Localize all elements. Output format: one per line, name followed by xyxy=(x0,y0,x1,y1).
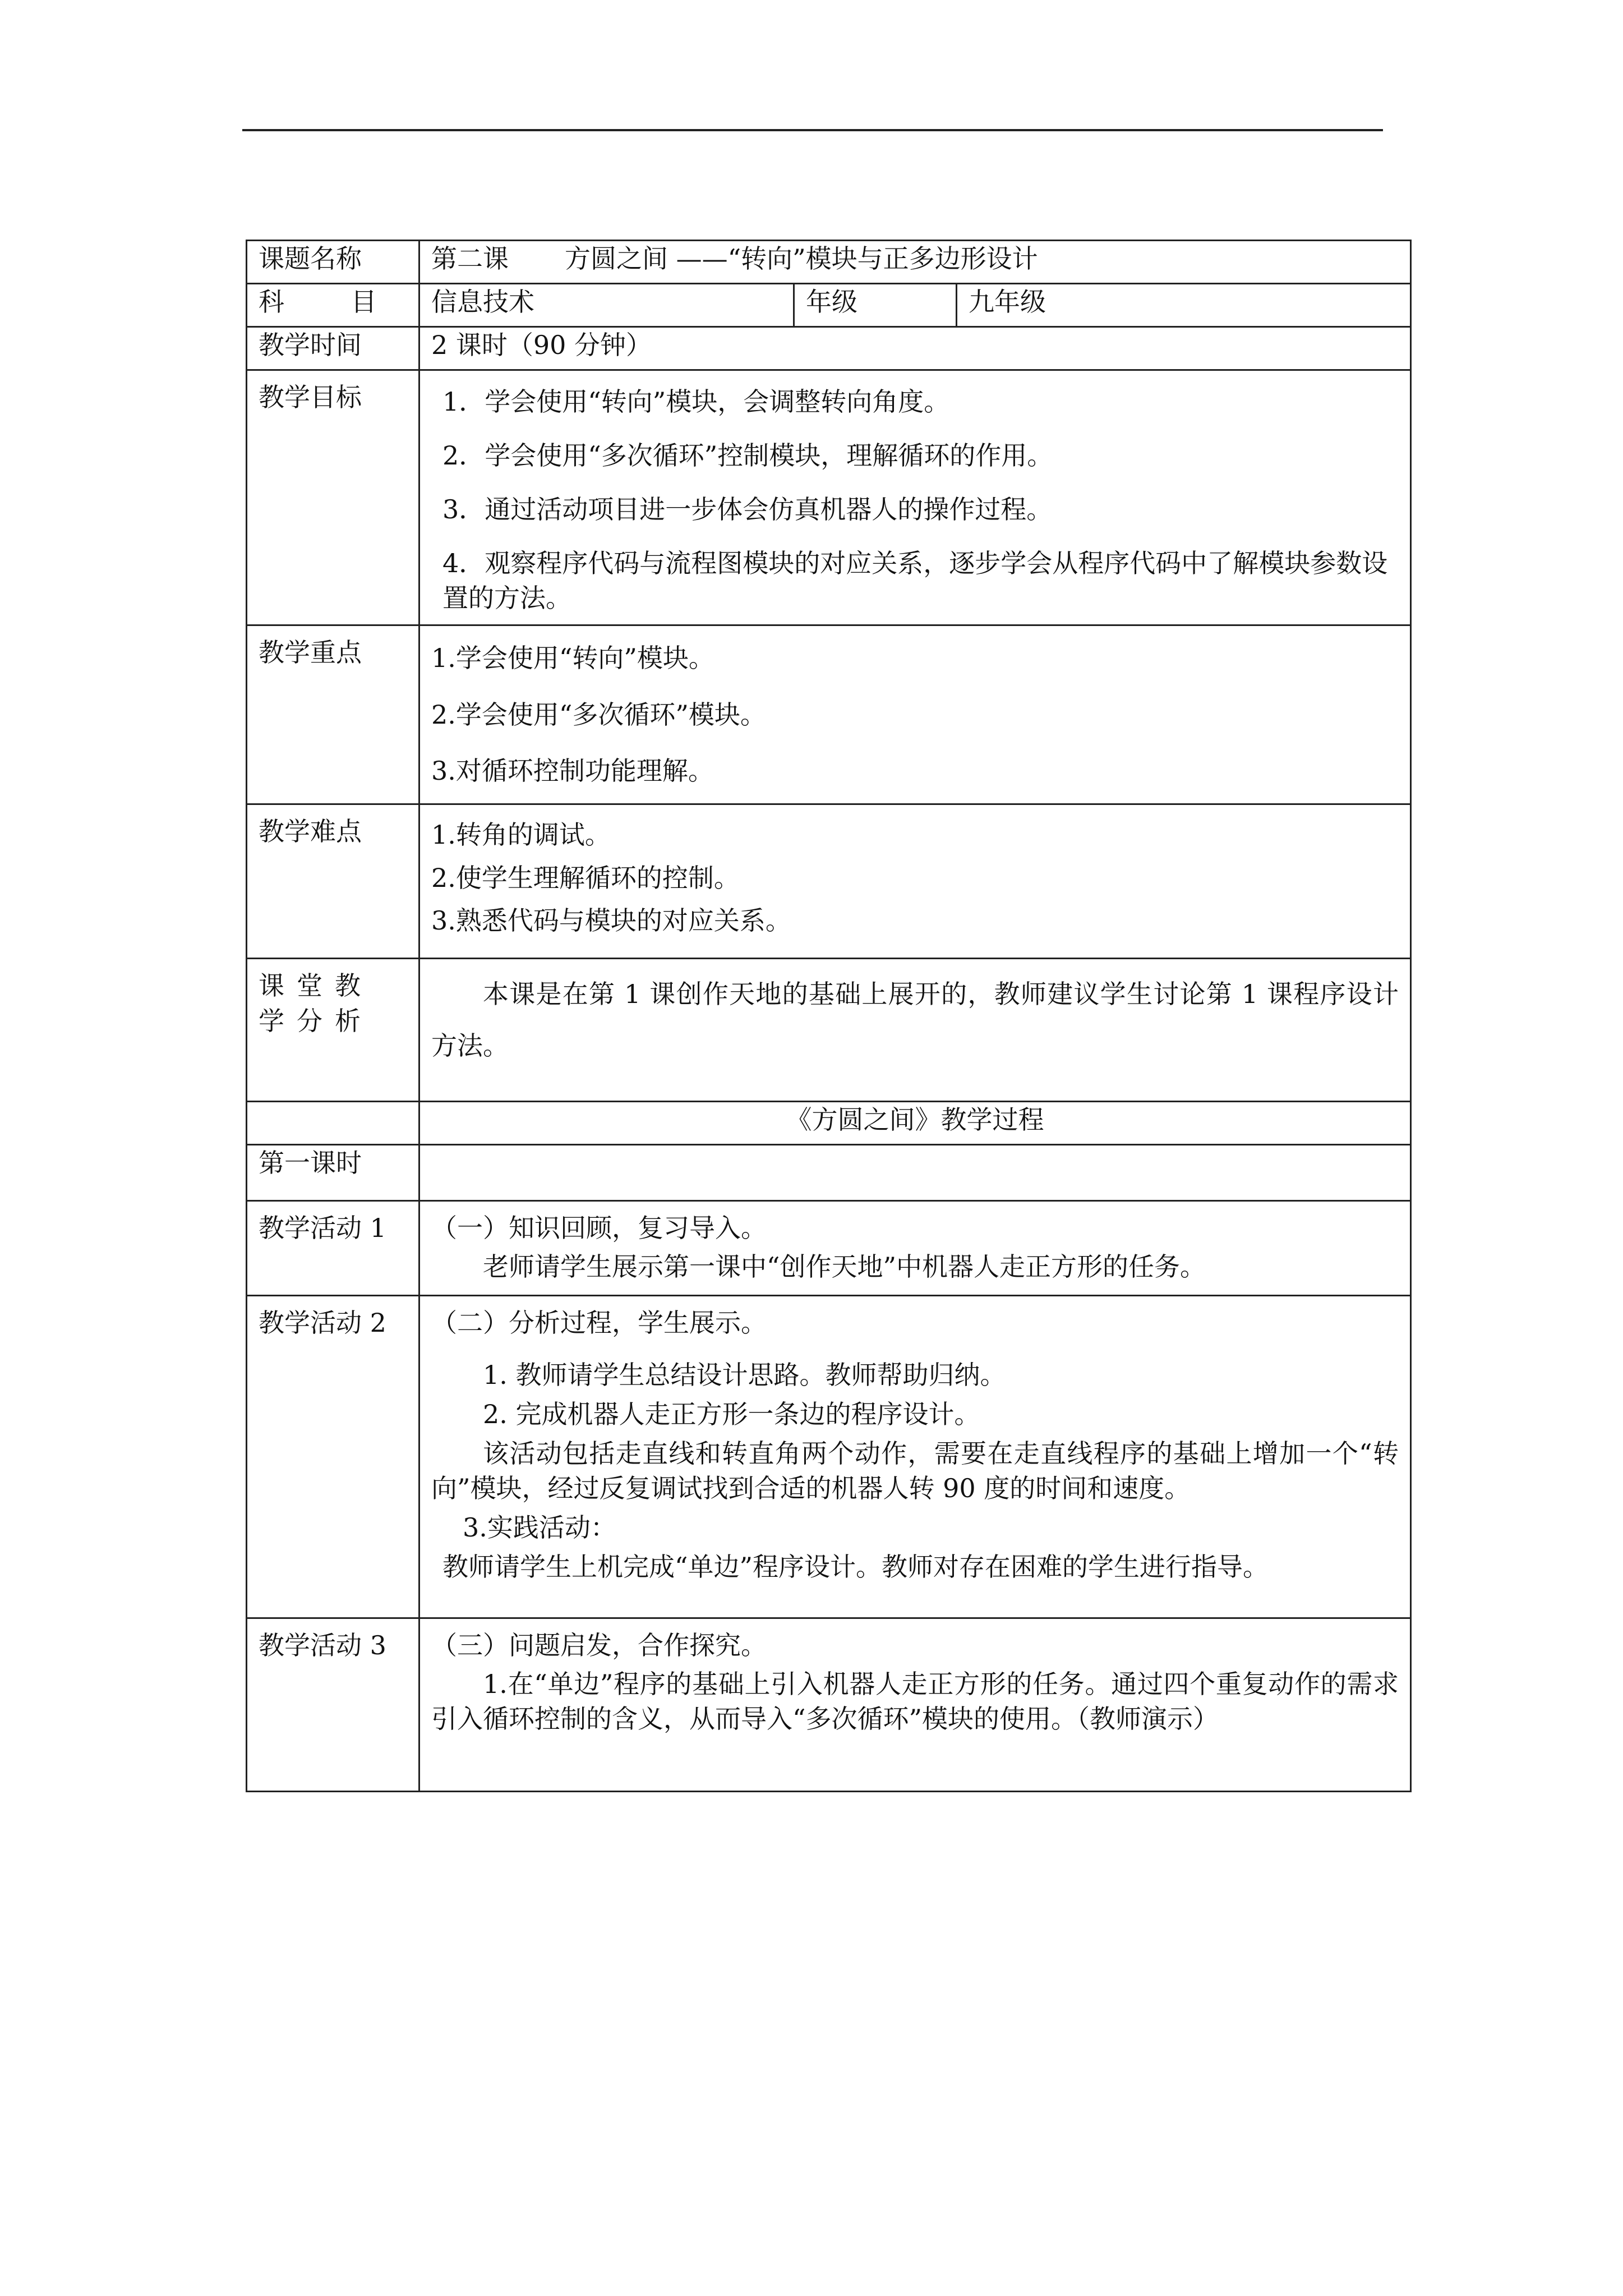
difficulty-item: 3.熟悉代码与模块的对应关系。 xyxy=(431,905,791,936)
activity-2-step-2: 2. 完成机器人走正方形一条边的程序设计。 xyxy=(483,1398,980,1429)
goals-cell xyxy=(419,370,1411,625)
activity-3-heading: （三）问题启发，合作探究。 xyxy=(431,1630,767,1661)
key-points-cell xyxy=(419,625,1411,804)
lesson-number: 第二课 xyxy=(431,243,509,274)
goals-label: 教学目标 xyxy=(247,370,419,625)
key-point-item: 1.学会使用“转向”模块。 xyxy=(431,643,714,674)
process-header-text: 《方圆之间》教学过程 xyxy=(419,1102,1411,1145)
header-rule xyxy=(242,129,1383,131)
activity-2-step-3: 3.实践活动： xyxy=(463,1512,616,1543)
row-subject xyxy=(247,284,1411,327)
row-difficulties xyxy=(247,804,1411,959)
goal-item: 4．观察程序代码与流程图模块的对应关系，逐步学会从程序代码中了解模块参数设置的方法。 xyxy=(442,548,1388,614)
lesson-plan-table xyxy=(246,240,1412,1792)
grade-label: 年级 xyxy=(794,284,957,327)
activity-2-step-1: 1. 教师请学生总结设计思路。教师帮助归纳。 xyxy=(483,1359,1006,1390)
activity-1-cell xyxy=(419,1201,1411,1296)
activity-2-cell xyxy=(419,1296,1411,1618)
goal-item: 1．学会使用“转向”模块，会调整转向角度。 xyxy=(442,386,950,417)
title-cell xyxy=(419,241,1411,284)
row-analysis xyxy=(247,959,1411,1102)
activity-1-label: 教学活动 1 xyxy=(247,1201,419,1296)
activity-3-cell xyxy=(419,1618,1411,1792)
key-point-item: 3.对循环控制功能理解。 xyxy=(431,755,714,786)
lesson-title: 方圆之间 ——“转向”模块与正多边形设计 xyxy=(565,243,1038,274)
time-value: 2 课时（90 分钟） xyxy=(419,327,1411,370)
activity-1-text: 老师请学生展示第一课中“创作天地”中机器人走正方形的任务。 xyxy=(483,1251,1206,1282)
difficulties-label: 教学难点 xyxy=(247,804,419,959)
activity-3-paragraph: 1.在“单边”程序的基础上引入机器人走正方形的任务。通过四个重复动作的需求引入循环控制的含义，从而导入“多次循环”模块的使用。（教师演示） xyxy=(431,1668,1399,1734)
analysis-text: 本课是在第 1 课创作天地的基础上展开的，教师建议学生讨论第 1 课程序设计方法。 xyxy=(419,959,1411,1102)
row-period-1 xyxy=(247,1145,1411,1201)
row-title xyxy=(247,241,1411,284)
subject-label: 科 目 xyxy=(247,284,419,327)
row-activity-2 xyxy=(247,1296,1411,1618)
row-time xyxy=(247,327,1411,370)
difficulty-item: 1.转角的调试。 xyxy=(431,820,611,850)
activity-3-label: 教学活动 3 xyxy=(247,1618,419,1792)
activity-2-label: 教学活动 2 xyxy=(247,1296,419,1618)
row-goals xyxy=(247,370,1411,625)
time-label: 教学时间 xyxy=(247,327,419,370)
key-point-item: 2.学会使用“多次循环”模块。 xyxy=(431,699,766,730)
activity-2-paragraph: 该活动包括走直线和转直角两个动作，需要在走直线程序的基础上增加一个“转向”模块，经过反复调试找到合适的机器人转 90 度的时间和速度。 xyxy=(431,1438,1399,1503)
row-key-points xyxy=(247,625,1411,804)
activity-2-heading: （二）分析过程，学生展示。 xyxy=(431,1308,767,1338)
period-1-text xyxy=(419,1145,1411,1201)
process-header-label xyxy=(247,1102,419,1145)
row-activity-1 xyxy=(247,1201,1411,1296)
analysis-label: 课堂教学分析 xyxy=(247,959,419,1102)
key-points-label: 教学重点 xyxy=(247,625,419,804)
activity-1-heading: （一）知识回顾，复习导入。 xyxy=(431,1213,767,1244)
difficulty-item: 2.使学生理解循环的控制。 xyxy=(431,862,740,893)
goal-item: 2．学会使用“多次循环”控制模块，理解循环的作用。 xyxy=(442,440,1053,471)
goal-item: 3．通过活动项目进一步体会仿真机器人的操作过程。 xyxy=(442,494,1053,525)
period-1-label: 第一课时 xyxy=(247,1145,419,1201)
row-activity-3 xyxy=(247,1618,1411,1792)
grade-value: 九年级 xyxy=(957,284,1411,327)
activity-2-paragraph-2: 教师请学生上机完成“单边”程序设计。教师对存在困难的学生进行指导。 xyxy=(442,1552,1269,1582)
subject-value: 信息技术 xyxy=(419,284,794,327)
row-process-header xyxy=(247,1102,1411,1145)
title-label: 课题名称 xyxy=(247,241,419,284)
difficulties-cell xyxy=(419,804,1411,959)
